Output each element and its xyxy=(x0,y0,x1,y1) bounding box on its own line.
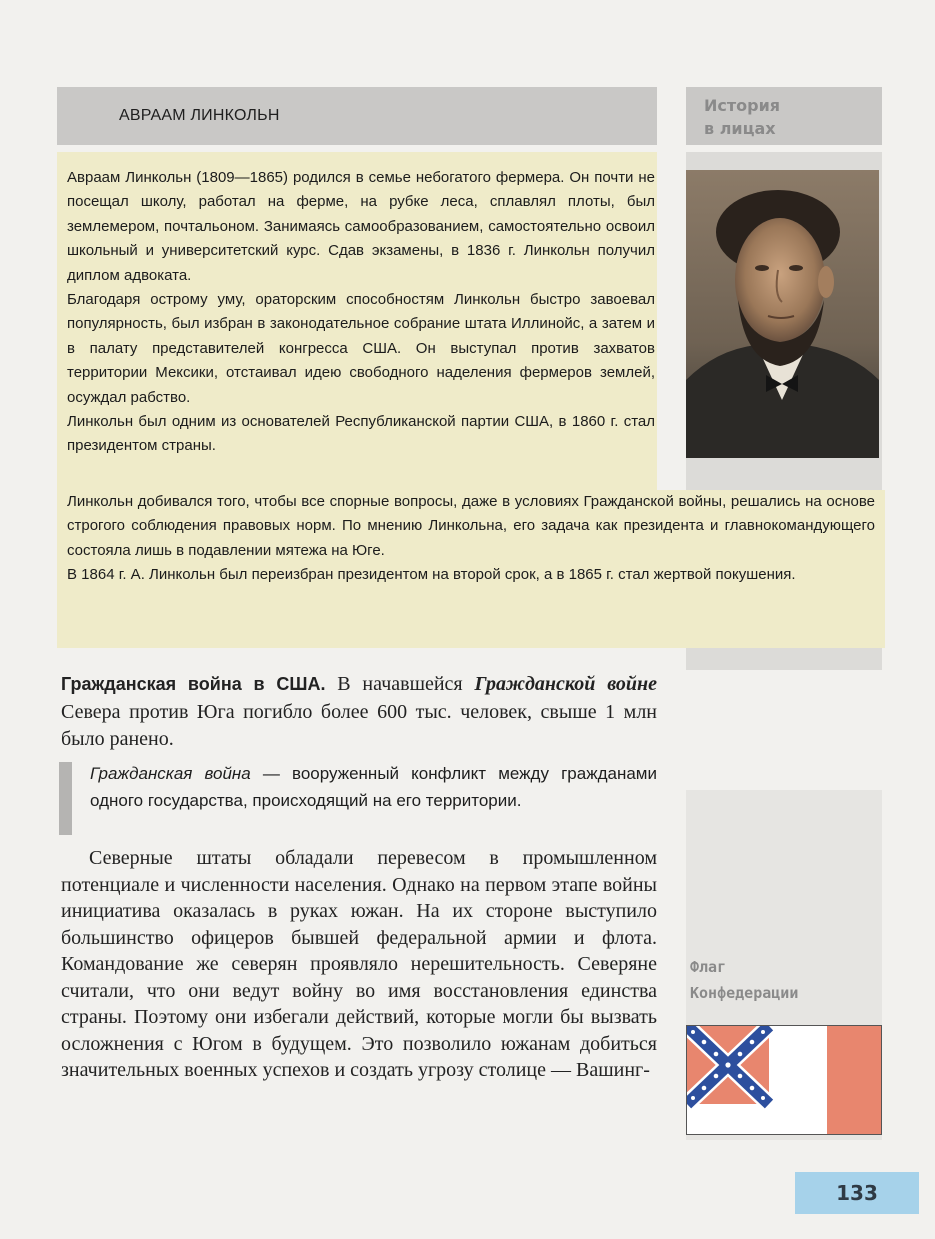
confederate-flag-image xyxy=(687,1026,881,1134)
bio-text-block-wide xyxy=(67,490,875,588)
portrait-illustration xyxy=(686,170,879,458)
bio-paragraph-1: Авраам Линкольн (1809—1865) родился в семье небогатого фермера. Он почти не посещал школу, работал на ферме, на рубке леса, сплавлял плоты, был землемером, почтальоном. Занимаясь самообразованием, самостоятельно освоил школьный и университетский курс. Сдав экзамены, в 1836 г. Линкольн получил диплом адвоката. xyxy=(67,169,655,284)
page-number-text: 133 xyxy=(836,1181,878,1205)
flag-red-bar xyxy=(827,1026,881,1134)
intro-paragraph xyxy=(61,671,657,754)
intro-text-a: В начавшейся xyxy=(325,673,475,695)
definition-marker xyxy=(59,762,72,835)
bio-paragraph-5: В 1864 г. А. Линкольн был переизбран президентом на второй срок, а в 1865 г. стал жертвой покушения. xyxy=(67,566,796,584)
definition-text: — вооруженный конфликт между гражданами одного государства, происходящий на его территории. xyxy=(90,764,657,810)
lincoln-portrait xyxy=(686,170,879,458)
confederate-flag xyxy=(686,1025,882,1135)
definition xyxy=(90,760,657,814)
side-header xyxy=(686,87,882,145)
side-header-line2: в лицах xyxy=(704,119,776,138)
bio-text-block xyxy=(67,166,655,459)
bio-paragraph-3: Линкольн был одним из основателей Республиканской партии США, в 1860 г. стал президентом страны. xyxy=(67,413,655,455)
side-header-line1: История xyxy=(704,96,781,115)
flag-caption-line2: Конфедерации xyxy=(690,984,799,1002)
section-title: Гражданская война в США. xyxy=(61,674,326,694)
bio-paragraph-4: Линкольн добивался того, чтобы все спорные вопросы, даже в условиях Гражданской войны, решались на основе строгого соблюдения правовых норм. По мнению Линкольна, его задача как президента и главнокомандующего состояла лишь в подавлении мятежа на Юге. xyxy=(67,493,875,559)
page-number xyxy=(795,1172,919,1214)
body-paragraph: Северные штаты обладали перевесом в промышленном потенциале и численности населения. Однако на первом этапе войны инициатива оказалась в руках южан. На их стороне выступило большинство офицеров бывшей федеральной армии и флота. Командование же северян проявляло нерешительность. Северяне считали, что они ведут войну во имя восстановления единства страны. Поэтому они избегали действий, которые могли бы вызвать осложнения с Югом в будущем. Это позволило южанам добиться значительных военных успехов и создать угрозу столице — Вашинг- xyxy=(61,847,657,1081)
flag-caption xyxy=(690,954,880,1006)
intro-text-b: Севера против Юга погибло более 600 тыс. человек, свыше 1 млн было ранено. xyxy=(61,700,657,750)
definition-term: Гражданская война xyxy=(90,764,251,783)
bio-title: АВРААМ ЛИНКОЛЬН xyxy=(119,107,280,124)
bio-paragraph-2: Благодаря острому уму, ораторским способностям Линкольн быстро завоевал популярность, был избран в законодательное собрание штата Иллинойс, а затем и в палату представителей конгресса США. Он выступал против захватов территории Мексики, отстаивал идею свободного наделения фермеров землей, осуждал рабство. xyxy=(67,291,655,406)
bio-header xyxy=(57,87,657,145)
flag-caption-line1: Флаг xyxy=(690,958,727,976)
intro-term: Гражданской войне xyxy=(474,673,657,695)
